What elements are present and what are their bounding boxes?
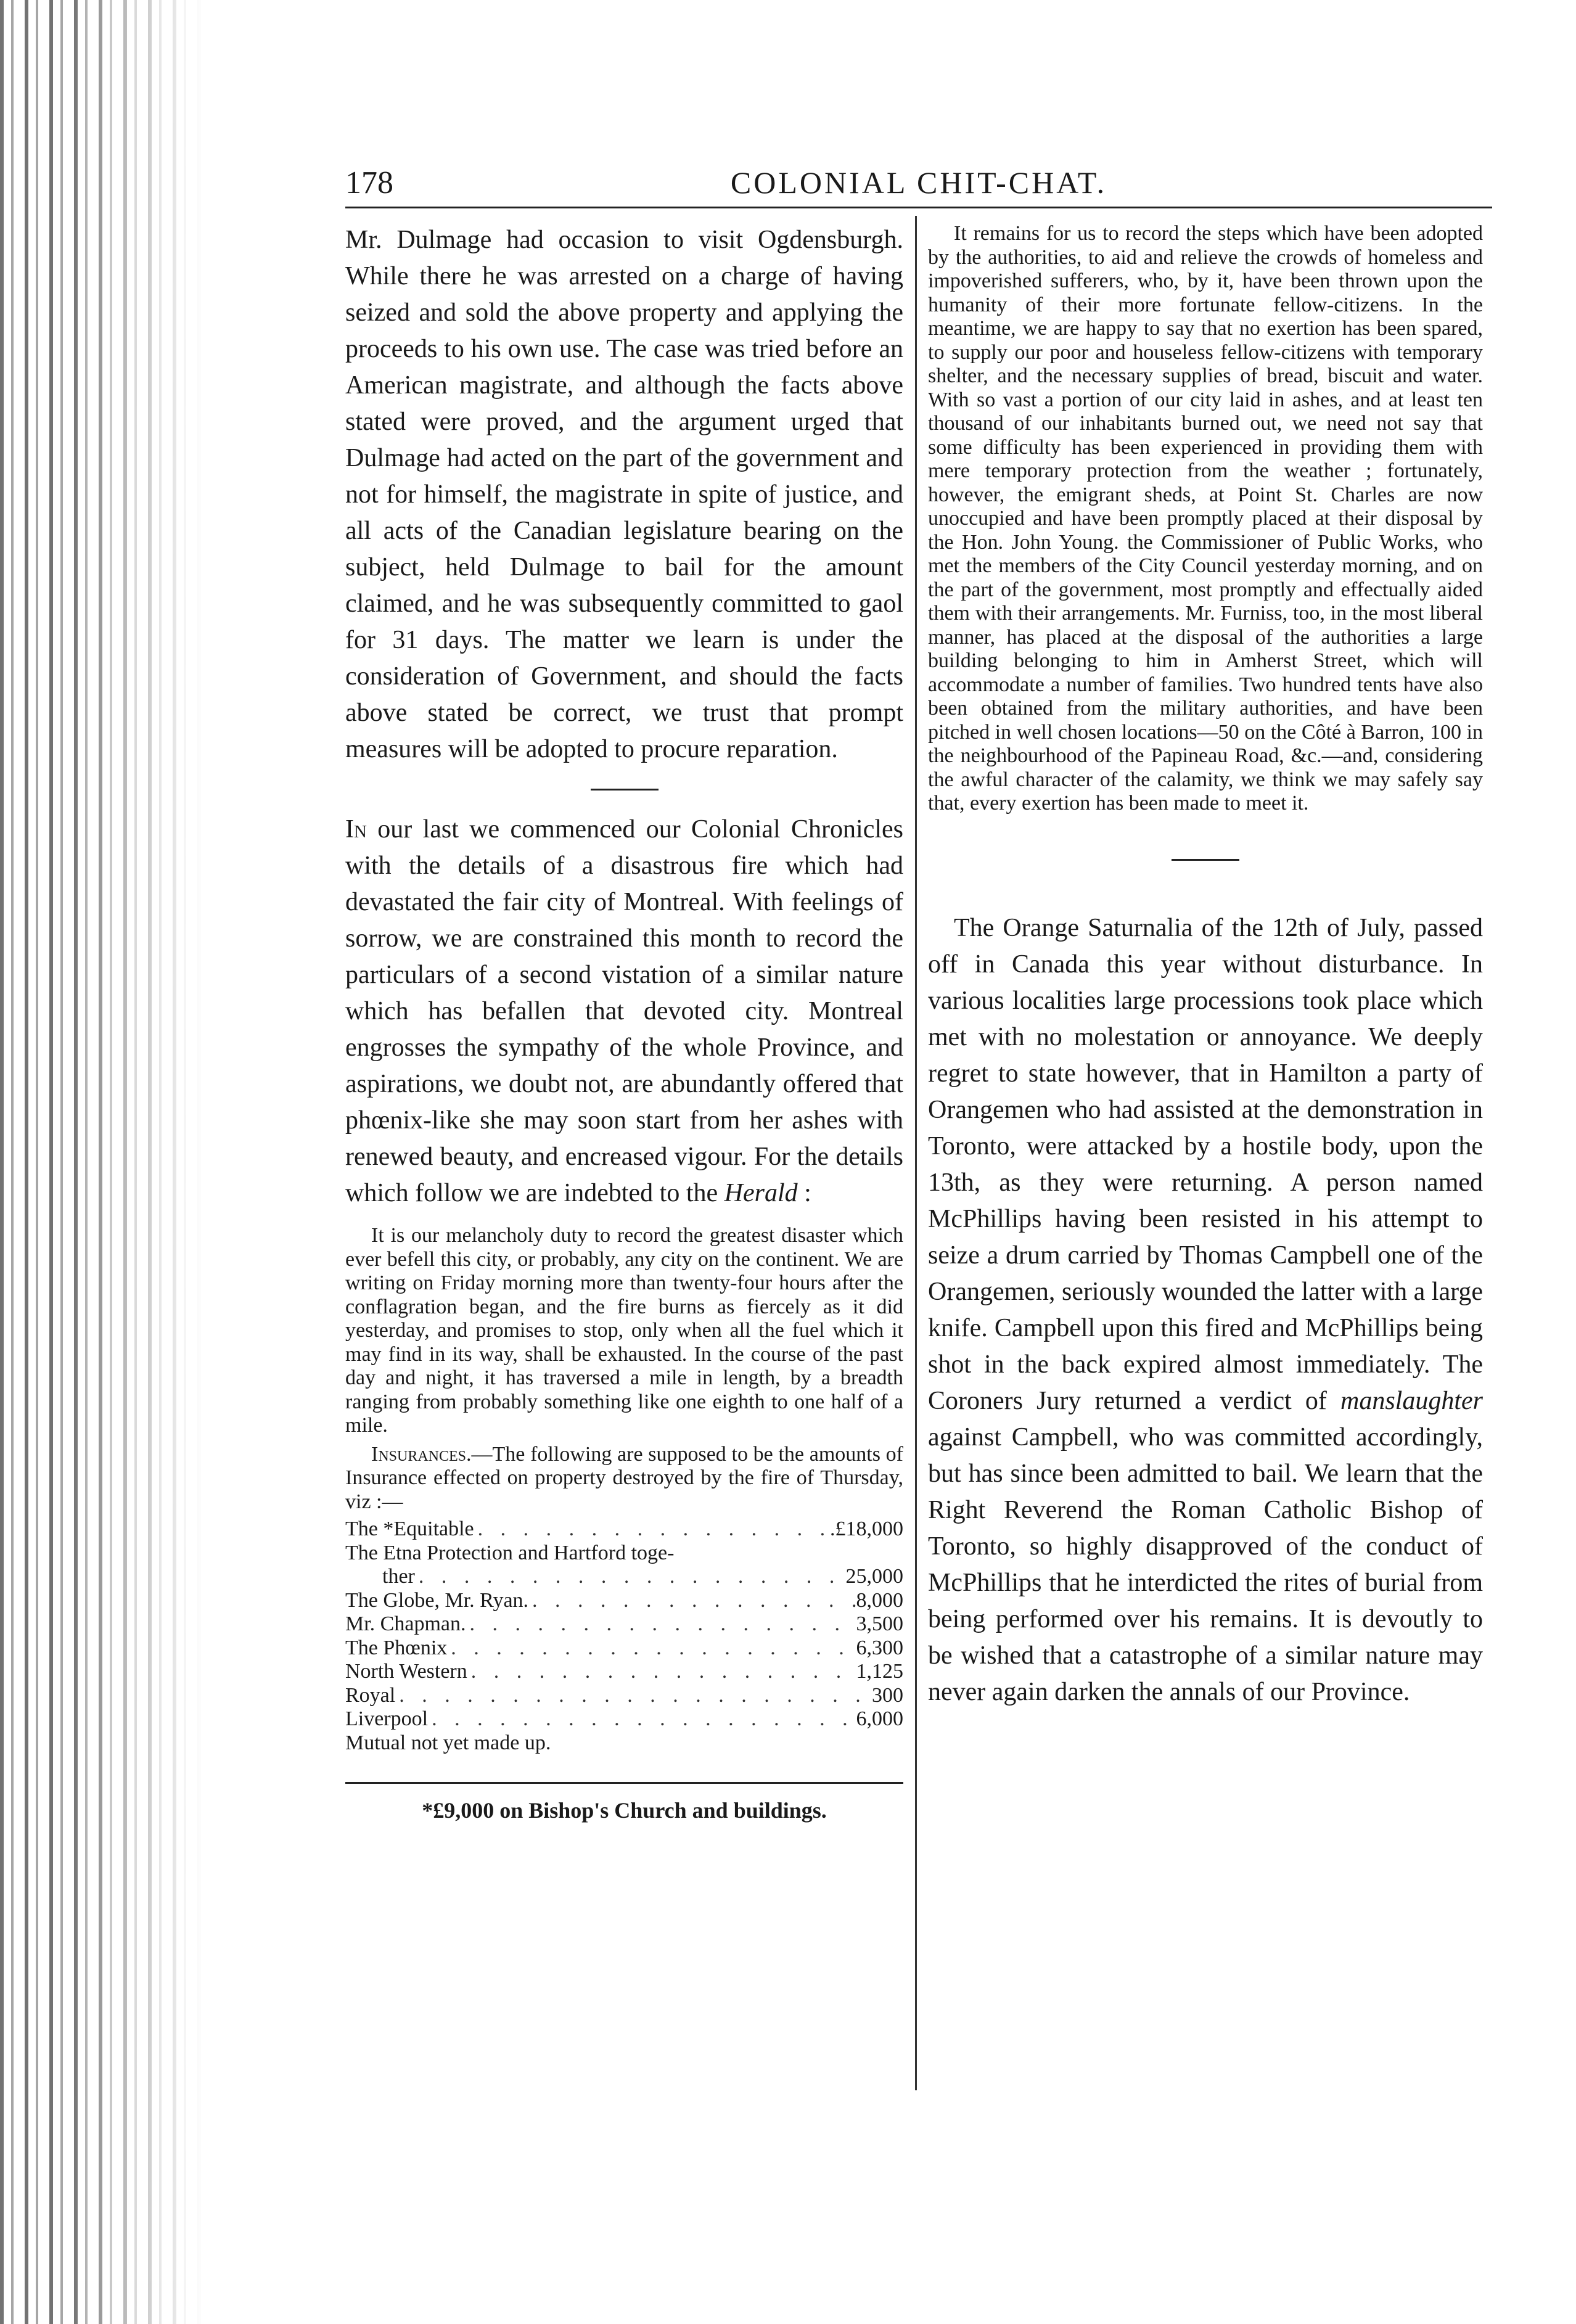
insurance-amount: 1,125	[856, 1660, 903, 1683]
insurance-row	[345, 1684, 903, 1708]
insurances-paragraph	[345, 1443, 903, 1514]
insurance-row	[345, 1636, 903, 1661]
insurance-amount: 25,000	[845, 1565, 903, 1588]
montreal-fire-text: our last we commenced our Colonial Chronicles with the details of a disastrous fire which had devastated the fair city of Montreal. With feelings of sorrow, we are constrained this month to record the particulars of a second vistation of a similar nature which has befallen that devoted city. Montreal engrosses the sympathy of the whole Province, and aspirations, we doubt not, are abundantly offered that phœnix-like she may soon start from her ashes with renewed beauty, and encreased vigour. For the details which follow we are indebted to the	[345, 815, 903, 1207]
insurance-row	[345, 1731, 903, 1755]
footnote-rule	[345, 1782, 903, 1784]
insurances-intro: —The following are supposed to be the amounts of Insurance effected on property destroyed by the fire of Thursday, viz :—	[345, 1442, 903, 1513]
verdict-word: manslaughter	[1340, 1386, 1483, 1415]
herald-quote-paragraph: It is our melancholy duty to record the greatest disaster which ever befell this city, or probably, any city on the continent. We are writing on Friday morning more than twenty-four hours after the conflagration began, and the fire burns as fiercely as it did yesterday, and promises to stop, only when all the fuel which it may find in its way, shall be exhausted. In the course of the past day and night, it has traversed a mile in length, by a breadth ranging from probably something like one eighth to one half of a mile.	[345, 1224, 903, 1437]
drop-word: In	[345, 815, 367, 844]
right-column	[928, 222, 1483, 1710]
montreal-fire-paragraph	[345, 811, 903, 1212]
leader-dots	[447, 1636, 856, 1661]
leader-dots	[528, 1589, 856, 1613]
page-number: 178	[345, 165, 393, 200]
section-rule	[591, 789, 659, 790]
binding-edge	[0, 0, 203, 2324]
herald-title: Herald	[724, 1179, 798, 1207]
leader-dots	[466, 1612, 856, 1636]
insurance-company: The Etna Protection and Hartford toge-	[345, 1541, 675, 1564]
insurance-amount: 6,000	[856, 1707, 903, 1730]
insurance-company: Mutual not yet made up.	[345, 1731, 551, 1754]
insurance-company: ther	[382, 1565, 415, 1588]
insurance-amount: 3,500	[856, 1612, 903, 1635]
insurance-row	[345, 1612, 903, 1636]
leader-dots	[428, 1707, 856, 1731]
insurance-row	[345, 1589, 903, 1613]
leader-dots	[467, 1660, 856, 1684]
orange-saturnalia-paragraph	[928, 910, 1483, 1710]
insurance-company: The Globe, Mr. Ryan.	[345, 1588, 529, 1612]
insurance-row	[345, 1660, 903, 1684]
insurance-company: Liverpool	[345, 1707, 429, 1730]
insurance-company: Mr. Chapman.	[345, 1612, 466, 1635]
orange-text-b: against Campbell, who was committed accordingly, but has since been admitted to bail. We learn that the Right Reverend the Roman Catholic Bishop of Toronto, so highly disapproved of the conduct of McPhillips that he interdicted the rites of burial from being performed over his remains. It is devoutly to be wished that a catastrophe of a similar nature may never again darken the annals of our Province.	[928, 1423, 1483, 1706]
insurance-company: North Western	[345, 1660, 467, 1683]
insurances-heading: Insurances.	[371, 1442, 472, 1466]
section-rule-right	[1172, 859, 1239, 861]
insurance-amount: 8,000	[856, 1588, 903, 1612]
insurance-row	[345, 1565, 903, 1589]
column-divider	[915, 216, 917, 2090]
insurance-row	[345, 1542, 903, 1566]
leader-dots	[415, 1565, 846, 1589]
leader-dots	[474, 1517, 830, 1542]
insurance-row	[345, 1517, 903, 1542]
montreal-fire-end: :	[797, 1179, 811, 1207]
insurance-company: Royal	[345, 1683, 396, 1707]
leader-dots	[395, 1684, 872, 1708]
orange-text-a: The Orange Saturnalia of the 12th of July, passed off in Canada this year without disturbance. In various localities large processions took place which met with no molestation or annoyance. We deeply regret to state however, that in Hamilton a party of Orangemen who had assisted at the demonstration in Toronto, were attacked by a hostile body, upon the 13th, as they were returning. A person named McPhillips having been resisted in his attempt to seize a drum carried by Thomas Campbell one of the Orangemen, seriously wounded the latter with a large knife. Campbell upon this fired and McPhillips being shot in the back expired almost immediately. The Coroners Jury returned a verdict of	[928, 913, 1483, 1415]
left-column	[345, 222, 903, 1823]
insurance-table	[345, 1517, 903, 1755]
insurance-amount: .£18,000	[830, 1517, 903, 1540]
insurance-amount: 300	[872, 1683, 903, 1707]
dulmage-paragraph: Mr. Dulmage had occasion to visit Ogdensburgh. While there he was arrested on a charge of having seized and sold the above property and applying the proceeds to his own use. The case was tried before an American magistrate, and although the facts above stated were proved, and the argument urged that Dulmage had acted on the part of the government and not for himself, the magistrate in spite of justice, and all acts of the Canadian legislature bearing on the subject, held Dulmage to bail for the amount claimed, and he was subsequently committed to gaol for 31 days. The matter we learn is under the consideration of Government, and should the facts above stated be correct, we trust that prompt measures will be adopted to procure reparation.	[345, 226, 903, 763]
insurance-company: The Phœnix	[345, 1636, 448, 1659]
running-title: COLONIAL CHIT-CHAT.	[730, 165, 1107, 200]
page-header	[345, 157, 1492, 208]
insurance-amount: 6,300	[856, 1636, 903, 1659]
insurance-company: The *Equitable	[345, 1517, 474, 1540]
relief-quote-paragraph: It remains for us to record the steps which have been adopted by the authorities, to aid and relieve the crowds of homeless and impoverished sufferers, who, by it, have been thrown upon the humanity of their more fortunate fellow-citizens. In the meantime, we are happy to say that no exertion has been spared, to supply our poor and houseless fellow-citizens with temporary shelter, and the necessary supplies of bread, biscuit and water. With so vast a portion of our city laid in ashes, and at least ten thousand of our inhabitants burned out, we need not say that some difficulty has been experienced in providing them with mere temporary protection from the weather ; fortunately, however, the emigrant sheds, at Point St. Charles are now unoccupied and have been promptly placed at their disposal by the Hon. John Young. the Commissioner of Public Works, who met the members of the City Council yesterday morning, and on the part of the government, most promptly and effectually aided them with their arrangements. Mr. Furniss, too, in the most liberal manner, has placed at the disposal of the authorities a large building belonging to him in Amherst Street, which will accommodate a number of families. Two hundred tents have also been obtained from the military authorities, and have been pitched in well chosen locations—50 on the Côté à Barron, 100 in the neighbourhood of the Papineau Road, &c.—and, considering the awful character of the calamity, we think we may safely say that, every exertion has been made to meet it.	[928, 222, 1483, 815]
footnote: *£9,000 on Bishop's Church and buildings.	[422, 1798, 827, 1823]
insurance-row	[345, 1707, 903, 1731]
